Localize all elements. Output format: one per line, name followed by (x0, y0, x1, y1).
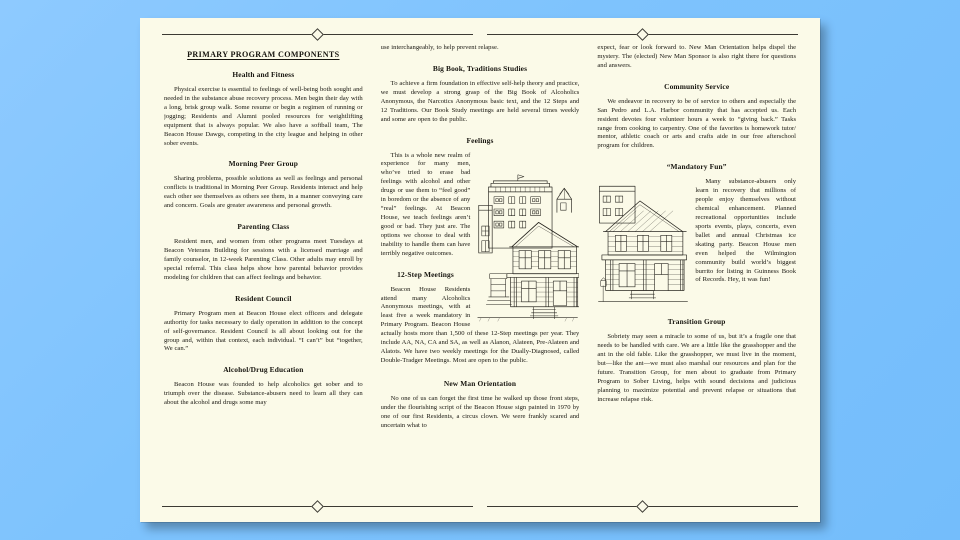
paragraph-resident-council: Primary Program men at Beacon House elect officers and delegate authority for tasks necessary to daily operation in addition to the concept of self-governance. Resident Council is all about looking out for the group and, within that context, each individual. “I can’t” but “together, We can.” (164, 309, 363, 353)
beacon-house-illustration-detail (597, 180, 689, 306)
section-heading-new-man-orientation: New Man Orientation (443, 378, 517, 388)
section-heading-community-service: Community Service (664, 81, 730, 91)
paragraph-12-step-meetings: Beacon House Residents attend many Alcoholics Anonymous meetings, with at least five a week mandatory in Primary Program. Beacon House actually hosts more than 1,500 of these 12-Step meetings per year. They include AA, NA, CA and SA, as well as Alanon, Alateen, Pre-Alateen and Alatots. We have two weekly meetings for the Dually-Diagnosed, called Double-Tradger Meetings. Most are open to the public. (380, 285, 580, 364)
paragraph-transition-group: Sobriety may seen a miracle to some of us, but it’s a fragile one that needs to be handled with care. We are a little like the grasshopper and the ant in the old fable. Like the grasshopper, we must live in the moment, but—like the ant—we must also marshal our resources and plan for the future. Transition Group, for men about to graduate from Primary Program to Sober Living, helps with sound decisions and judicious planning to maximize potential and prevent relapse or situations that increase relapse risk. (597, 333, 797, 403)
top-ornament-rule (162, 27, 798, 41)
section-heading-feelings: Feelings (466, 135, 494, 145)
column-2 (381, 44, 580, 496)
section-heading-alcohol-drug-education: Alcohol/Drug Education (223, 365, 304, 375)
section-heading-health-and-fitness: Health and Fitness (232, 70, 295, 79)
paragraph-big-book-traditions-studies: To achieve a firm foundation in effective self-help theory and practice, we must develop a strong grasp of the Big Book of Alcoholics Anonymous, the Narcotics Anonymous basic text, and the 12 Steps and 12 Traditions. Our Book Study meetings are held several times weekly and some are open to the public. (380, 79, 580, 123)
section-heading-resident-council: Resident Council (235, 293, 292, 303)
ornament-line (648, 506, 798, 507)
paragraph-community-service: We endeavor in recovery to be of service to others and especially the San Pedro and L.A. Harbor community that has accepted us. Each resident devotes four volunteer hours a week to “giving back.” Tasks range from cooking to carpentry. One of the favorites is homework tutor/ mentor, athletic coach or arts and crafts aide in our free afterschool program for children. (597, 97, 797, 150)
paragraph-feelings: This is a whole new realm of experience for many men, who’ve tried to erase bad feelings with alcohol and other drugs or use them to “feel good” in boredom or the absence of any “real” feelings. At Beacon House, we teach feelings aren’t good or bad. They just are. The options we choose to deal with inability to handle them can have terribly negative outcomes. (380, 151, 471, 257)
column-3 (597, 44, 796, 496)
ornament-line (487, 506, 637, 507)
ornament-line (162, 506, 312, 507)
paragraph-health-and-fitness: Physical exercise is essential to feelings of well-being both sought and needed in the substance abuse recovery process. Men begin their day with a long, brisk group walk. Some resume or begin a regimen of running or jogging; Residents and Alumni pooled resources for weightlifting equipment that is always popular. We also have a softball team, The Beacon House Dawgs, competing in the city league and helping in other sober events. (164, 86, 363, 147)
ornament-segment (162, 502, 473, 511)
diamond-ornament-icon (311, 500, 324, 513)
ornament-line (162, 34, 312, 35)
section-heading-transition-group: Transition Group (667, 317, 726, 327)
paragraph-morning-peer-group: Sharing problems, possible solutions as well as feelings and personal conflicts is traditional in Morning Peer Group. Residents interact and help each other see themselves as others see them, in a manner conveying care and concern. Goals are greater awareness and personal growth. (164, 175, 363, 210)
brochure-page (140, 18, 820, 522)
section-heading-12-step-meetings: 12-Step Meetings (397, 269, 454, 279)
brochure-columns (164, 44, 796, 496)
paragraph-new-man-orientation-continued: expect, fear or look forward to. New Man Orientation helps dispel the mystery. The (elected) New Man Sponsor is also right there for questions and answers. (597, 44, 797, 69)
section-heading-morning-peer-group: Morning Peer Group (228, 159, 299, 169)
section-heading-mandatory-fun: “Mandatory Fun” (666, 162, 727, 172)
diamond-ornament-icon (311, 28, 324, 41)
ornament-line (323, 506, 473, 507)
section-heading-parenting-class: Parenting Class (237, 222, 290, 232)
beacon-house-illustration (475, 154, 579, 322)
diamond-ornament-icon (636, 500, 649, 513)
column-1 (164, 44, 363, 496)
page-title: PRIMARY PROGRAM COMPONENTS (187, 50, 340, 59)
ornament-segment (487, 30, 798, 39)
section-heading-big-book-traditions-studies: Big Book, Traditions Studies (432, 63, 528, 73)
ornament-segment (162, 30, 473, 39)
ornament-line (323, 34, 473, 35)
paragraph-new-man-orientation: No one of us can forget the first time he walked up those front steps, under the flourishing script of the Beacon House sign painted in 1970 by one of our first Residents, a circus clown. We were frankly scared and uncertain what to (380, 394, 580, 429)
ornament-segment (487, 502, 798, 511)
paragraph-parenting-class: Resident men, and women from other programs meet Tuesdays at Beacon Veterans Building for sessions with a licensed marriage and family counselor, in 12-week Parenting Class. Other adults may enroll by special referral. This class helps show how parental behavior provides modeling for children that can affect feelings and behavior. (164, 238, 363, 281)
paragraph-alcohol-drug-education-continued: use interchangeably, to help prevent relapse. (380, 44, 499, 51)
bottom-ornament-rule (162, 499, 798, 513)
paragraph-alcohol-drug-education: Beacon House was founded to help alcoholics get sober and to triumph over the disease. Substance-abusers need to learn all they can about the alcohol and drugs some may (164, 381, 363, 407)
ornament-line (487, 34, 637, 35)
paragraph-mandatory-fun: Many substance-abusers only learn in recovery that millions of people enjoy themselves without chemical enhancement. Planned recreational opportunities include sports events, plays, concerts, even ballet and annual Christmas ice skating party. Beacon House men even helped the Wilmington community build world’s biggest burrito for listing in Guinness Book of Records. Hey, it was fun! (695, 178, 797, 284)
diamond-ornament-icon (636, 28, 649, 41)
ornament-line (648, 34, 798, 35)
